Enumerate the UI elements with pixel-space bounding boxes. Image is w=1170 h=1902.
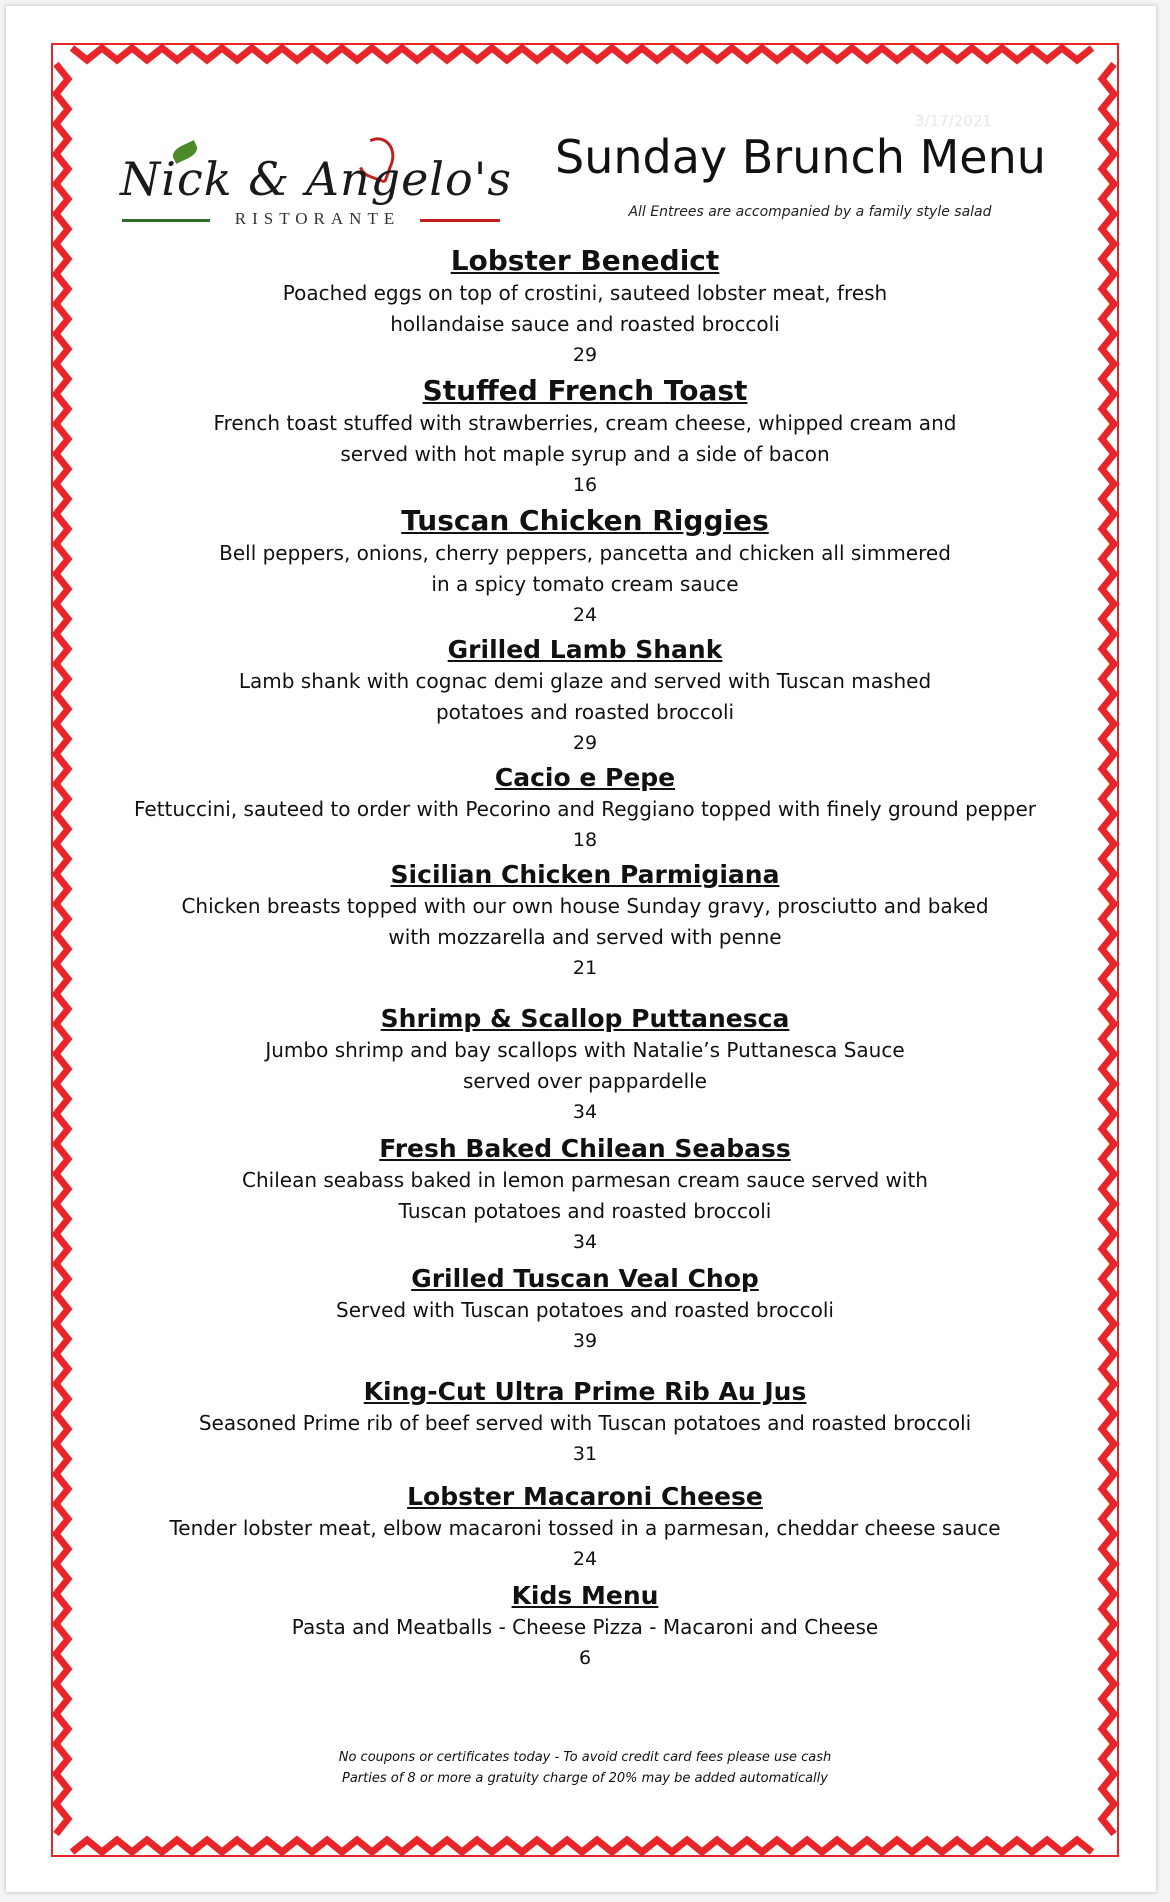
menu-item-list — [100, 244, 1070, 1673]
menu-item — [100, 1580, 1070, 1673]
item-name: Grilled Lamb Shank — [447, 635, 723, 664]
item-description: Fettuccini, sauteed to order with Pecorino and Reggiano topped with finely ground pepper — [133, 797, 1036, 821]
border-zigzag — [72, 1840, 1092, 1852]
border-zigzag — [56, 64, 68, 1834]
item-price: 39 — [572, 1330, 598, 1352]
item-description: Tender lobster meat, elbow macaroni tossed in a parmesan, cheddar cheese sauce — [169, 1516, 1001, 1540]
item-price: 29 — [572, 344, 598, 366]
item-price: 6 — [578, 1647, 592, 1669]
item-description: Seasoned Prime rib of beef served with Tuscan potatoes and roasted broccoli — [198, 1411, 972, 1435]
footer-line-payment: No coupons or certificates today - To avoid credit card fees please use cash — [338, 1750, 832, 1765]
item-price: 34 — [572, 1231, 598, 1253]
logo-subtitle-text: RISTORANTE — [234, 209, 401, 228]
item-price: 24 — [572, 604, 598, 626]
menu-content — [100, 92, 1070, 1808]
item-price: 29 — [572, 732, 598, 754]
item-description: Pasta and Meatballs - Cheese Pizza - Macaroni and Cheese — [291, 1615, 879, 1639]
item-price: 34 — [572, 1101, 598, 1123]
menu-title: Sunday Brunch Menu — [555, 130, 1046, 184]
item-price: 21 — [572, 957, 598, 979]
menu-item — [100, 504, 1070, 630]
item-price: 18 — [572, 829, 598, 851]
item-price: 24 — [572, 1548, 598, 1570]
item-description: Chilean seabass baked in lemon parmesan cream sauce served with Tuscan potatoes and roasted broccoli — [242, 1168, 928, 1223]
item-name: Sicilian Chicken Parmigiana — [390, 860, 780, 889]
item-name: Cacio e Pepe — [494, 763, 676, 792]
item-description: Poached eggs on top of crostini, sauteed lobster meat, fresh hollandaise sauce and roasted broccoli — [282, 281, 888, 336]
item-description: Lamb shank with cognac demi glaze and served with Tuscan mashed potatoes and roasted broccoli — [238, 669, 932, 724]
menu-item — [100, 244, 1070, 370]
menu-item — [100, 762, 1070, 855]
item-name: Grilled Tuscan Veal Chop — [411, 1264, 759, 1293]
item-description: Chicken breasts topped with our own house Sunday gravy, prosciutto and baked with mozzarella and served with penne — [181, 894, 989, 949]
menu-item — [100, 1003, 1070, 1127]
footer-notes — [100, 1747, 1070, 1789]
item-name: Lobster Benedict — [450, 244, 720, 277]
border-zigzag — [72, 48, 1092, 60]
date-stamp: 3/17/2021 — [915, 112, 992, 130]
item-price: 16 — [572, 474, 598, 496]
item-description: Jumbo shrimp and bay scallops with Natalie’s Puttanesca Sauce served over pappardelle — [265, 1038, 905, 1093]
menu-item — [100, 859, 1070, 983]
item-name: Stuffed French Toast — [422, 374, 748, 407]
menu-item — [100, 1133, 1070, 1257]
logo-subtitle — [120, 209, 500, 229]
logo-green-line — [122, 219, 210, 222]
item-description: Bell peppers, onions, cherry peppers, pancetta and chicken all simmered in a spicy tomato cream sauce — [219, 541, 951, 596]
menu-item — [100, 374, 1070, 500]
item-name: Tuscan Chicken Riggies — [401, 504, 769, 537]
item-name: King-Cut Ultra Prime Rib Au Jus — [363, 1377, 807, 1406]
item-name: Fresh Baked Chilean Seabass — [379, 1134, 791, 1163]
menu-item — [100, 634, 1070, 758]
border-zigzag — [1102, 64, 1114, 1834]
item-name: Kids Menu — [511, 1581, 659, 1610]
item-description: Served with Tuscan potatoes and roasted broccoli — [336, 1298, 834, 1322]
restaurant-logo — [120, 137, 512, 237]
item-price: 31 — [572, 1443, 598, 1465]
menu-item — [100, 1376, 1070, 1469]
menu-item — [100, 1263, 1070, 1356]
entree-note: All Entrees are accompanied by a family style salad — [628, 204, 992, 220]
item-name: Lobster Macaroni Cheese — [407, 1482, 763, 1511]
footer-line-gratuity: Parties of 8 or more a gratuity charge of 20% may be added automatically — [342, 1771, 828, 1786]
logo-script-text: Nick & Angelo's — [120, 152, 512, 206]
logo-red-line — [420, 219, 500, 222]
menu-item — [100, 1481, 1070, 1574]
item-description: French toast stuffed with strawberries, cream cheese, whipped cream and served with hot maple syrup and a side of bacon — [213, 411, 957, 466]
item-name: Shrimp & Scallop Puttanesca — [380, 1004, 790, 1033]
